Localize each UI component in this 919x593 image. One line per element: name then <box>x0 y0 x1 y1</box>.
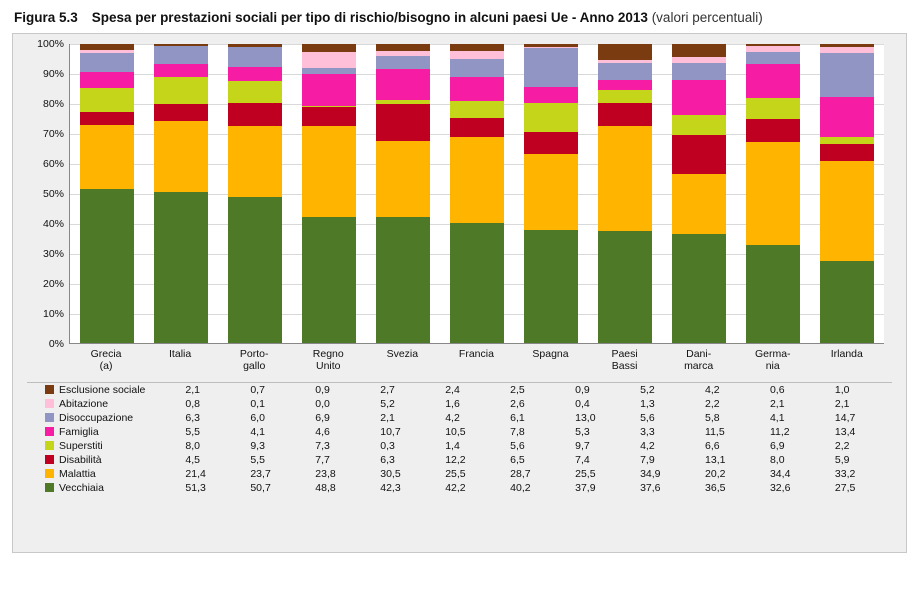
legend-entry <box>27 411 177 425</box>
bar-segment <box>228 67 282 81</box>
bar-segment <box>450 101 504 118</box>
legend-swatch-icon <box>45 385 54 394</box>
legend-swatch-icon <box>45 413 54 422</box>
y-tick-label: 100% <box>37 38 64 50</box>
y-tick-label: 50% <box>42 188 64 200</box>
bar-segment <box>598 126 652 230</box>
bar-segment <box>672 63 726 80</box>
table-cell: 34,9 <box>640 468 661 480</box>
bar-segment <box>672 115 726 135</box>
chart-panel <box>12 33 907 553</box>
bar-segment <box>672 135 726 174</box>
figure-number: Figura 5.3 <box>14 10 78 25</box>
table-cell: 25,5 <box>445 468 466 480</box>
bar-segment <box>672 234 726 343</box>
bar-segment <box>820 261 874 343</box>
table-cell: 30,5 <box>380 468 401 480</box>
table-cell: 10,7 <box>380 426 401 438</box>
table-cell: 20,2 <box>705 468 726 480</box>
bar-segment <box>154 104 208 120</box>
table-cell: 37,6 <box>640 482 661 494</box>
table-cell: 34,4 <box>769 468 791 480</box>
bar-segment <box>376 56 430 69</box>
bar-segment <box>450 59 504 77</box>
bar-segment <box>154 46 208 64</box>
legend-entry <box>27 439 177 453</box>
table-cell: 4,1 <box>769 412 785 424</box>
table-cell: 2,7 <box>372 383 437 398</box>
table-cell: 0,7 <box>242 383 307 398</box>
bar-segment <box>450 137 504 223</box>
table-cell: 5,5 <box>185 426 200 438</box>
table-cell: 0,9 <box>567 383 632 398</box>
y-axis-labels <box>27 38 69 350</box>
bar-segment <box>376 44 430 51</box>
table-cell: 6,3 <box>185 412 200 424</box>
x-tick-label: Paesi Bassi <box>611 348 638 372</box>
legend-label: Disabilità <box>59 454 102 466</box>
table-row <box>27 481 892 495</box>
bar-segment <box>228 103 282 126</box>
y-tick-label: 20% <box>42 278 64 290</box>
legend-swatch-icon <box>45 427 54 436</box>
table-cell: 48,8 <box>315 482 336 494</box>
bar-segment <box>228 126 282 197</box>
table-cell: 2,2 <box>834 440 850 452</box>
bar-segment <box>80 112 134 125</box>
table-row <box>27 439 892 453</box>
table-cell: 6,1 <box>510 412 525 424</box>
table-cell: 37,9 <box>575 482 596 494</box>
table-cell: 28,7 <box>510 468 531 480</box>
table-cell: 32,6 <box>769 482 791 494</box>
bar-segment <box>302 74 356 106</box>
table-cell: 0,6 <box>762 383 827 398</box>
bar-segment <box>820 144 874 162</box>
table-cell: 33,2 <box>834 468 856 480</box>
table-cell: 9,7 <box>575 440 590 452</box>
bar-segment <box>450 51 504 59</box>
table-cell: 23,8 <box>315 468 336 480</box>
table-cell: 1,0 <box>827 383 892 398</box>
table-cell: 6,9 <box>769 440 785 452</box>
bar-segment <box>376 141 430 217</box>
bar-segment <box>746 245 800 343</box>
table-cell: 4,1 <box>250 426 265 438</box>
table-cell: 23,7 <box>250 468 271 480</box>
table-cell: 0,9 <box>307 383 372 398</box>
bar-segment <box>746 52 800 64</box>
table-cell: 0,4 <box>575 398 590 410</box>
bar-segment <box>524 230 578 343</box>
table-cell: 5,8 <box>705 412 720 424</box>
table-cell: 9,3 <box>250 440 265 452</box>
table-cell: 51,3 <box>185 482 206 494</box>
x-tick-label: Dani- marca <box>684 348 714 372</box>
table-cell: 2,6 <box>510 398 525 410</box>
table-cell: 11,5 <box>705 426 725 438</box>
table-cell: 13,0 <box>575 412 596 424</box>
x-axis-labels <box>69 344 884 372</box>
table-cell: 4,5 <box>185 454 200 466</box>
bar-segment <box>228 197 282 343</box>
table-cell: 3,3 <box>640 426 655 438</box>
table-cell: 7,9 <box>640 454 655 466</box>
table-cell: 6,3 <box>380 454 395 466</box>
bar-segment <box>154 121 208 192</box>
table-cell: 36,5 <box>705 482 726 494</box>
table-cell: 42,2 <box>445 482 466 494</box>
x-tick-label: Spagna <box>532 348 569 360</box>
legend-label: Famiglia <box>59 426 99 438</box>
legend-swatch-icon <box>45 469 54 478</box>
table-cell: 4,6 <box>315 426 330 438</box>
legend-label: Abitazione <box>59 398 109 410</box>
bar-segment <box>598 80 652 90</box>
bar-column <box>302 44 356 343</box>
table-cell: 2,4 <box>437 383 502 398</box>
bar-segment <box>376 69 430 100</box>
table-cell: 0,1 <box>250 398 265 410</box>
table-cell: 7,3 <box>315 440 330 452</box>
bar-column <box>672 44 726 343</box>
table-cell: 1,3 <box>640 398 655 410</box>
table-cell: 8,0 <box>769 454 785 466</box>
table-cell: 0,0 <box>315 398 330 410</box>
bar-segment <box>524 154 578 230</box>
y-tick-label: 70% <box>42 128 64 140</box>
legend-label: Superstiti <box>59 440 103 452</box>
table-cell: 21,4 <box>185 468 206 480</box>
x-tick-label: Porto- gallo <box>239 348 269 372</box>
bar-segment <box>376 217 430 343</box>
figure-header <box>0 0 919 33</box>
table-cell: 5,3 <box>575 426 590 438</box>
table-cell: 40,2 <box>510 482 531 494</box>
y-tick-label: 60% <box>42 158 64 170</box>
table-cell: 1,6 <box>445 398 460 410</box>
bar-segment <box>598 90 652 103</box>
bar-segment <box>228 47 282 68</box>
table-cell: 0,3 <box>380 440 395 452</box>
table-cell: 6,5 <box>510 454 525 466</box>
table-cell: 8,0 <box>185 440 200 452</box>
bar-column <box>746 44 800 343</box>
bar-segment <box>80 72 134 88</box>
bar-segment <box>820 97 874 137</box>
bar-column <box>820 44 874 343</box>
x-tick-label: Irlanda <box>830 348 863 360</box>
table-cell: 2,1 <box>380 412 395 424</box>
plot-area <box>69 44 884 344</box>
table-cell: 25,5 <box>575 468 596 480</box>
bar-series <box>70 44 884 343</box>
bar-segment <box>746 98 800 119</box>
bar-column <box>450 44 504 343</box>
data-table <box>27 382 892 495</box>
table-cell: 5,6 <box>640 412 655 424</box>
table-cell: 50,7 <box>250 482 271 494</box>
bar-segment <box>302 44 356 52</box>
legend-entry <box>27 453 177 467</box>
bar-column <box>598 44 652 343</box>
bar-segment <box>598 103 652 127</box>
table-cell: 4,2 <box>445 412 460 424</box>
table-cell: 10,5 <box>445 426 466 438</box>
y-tick-label: 30% <box>42 248 64 260</box>
x-tick-label: Regno Unito <box>312 348 344 372</box>
table-cell: 13,4 <box>834 426 856 438</box>
bar-segment <box>524 103 578 132</box>
y-tick-label: 0% <box>48 338 64 350</box>
table-cell: 27,5 <box>834 482 856 494</box>
x-tick-label: Germa- nia <box>754 348 791 372</box>
bar-column <box>80 44 134 343</box>
legend-entry <box>27 425 177 439</box>
bar-segment <box>672 80 726 114</box>
y-tick-label: 40% <box>42 218 64 230</box>
bar-segment <box>524 87 578 103</box>
bar-segment <box>302 217 356 343</box>
x-tick-label: Svezia <box>386 348 419 360</box>
table-row <box>27 383 892 398</box>
bar-segment <box>598 63 652 80</box>
table-row <box>27 411 892 425</box>
bar-segment <box>376 104 430 140</box>
table-cell: 42,3 <box>380 482 401 494</box>
bar-segment <box>820 161 874 260</box>
table-cell: 5,6 <box>510 440 525 452</box>
x-tick-label: Francia <box>458 348 494 360</box>
y-tick-label: 10% <box>42 308 64 320</box>
bar-segment <box>80 88 134 112</box>
table-cell: 7,8 <box>510 426 525 438</box>
x-tick-label: Grecia (a) <box>90 348 122 372</box>
bar-segment <box>524 132 578 154</box>
bar-segment <box>820 53 874 97</box>
bar-segment <box>524 48 578 87</box>
bar-segment <box>598 44 652 60</box>
bar-segment <box>746 142 800 245</box>
table-cell: 13,1 <box>705 454 726 466</box>
table-cell: 0,8 <box>185 398 200 410</box>
table-cell: 7,7 <box>315 454 330 466</box>
bar-segment <box>302 107 356 126</box>
legend-label: Esclusione sociale <box>59 384 146 396</box>
table-cell: 7,4 <box>575 454 590 466</box>
legend-swatch-icon <box>45 483 54 492</box>
table-cell: 5,2 <box>632 383 697 398</box>
table-cell: 6,9 <box>315 412 330 424</box>
legend-swatch-icon <box>45 399 54 408</box>
bar-segment <box>154 192 208 343</box>
table-row <box>27 425 892 439</box>
bar-segment <box>302 52 356 68</box>
table-cell: 5,2 <box>380 398 395 410</box>
figure-title: Spesa per prestazioni sociali per tipo di rischio/bisogno in alcuni paesi Ue - Anno 2013 <box>91 10 648 25</box>
bar-segment <box>746 64 800 98</box>
table-row <box>27 397 892 411</box>
bar-segment <box>820 137 874 144</box>
bar-segment <box>228 81 282 103</box>
table-cell: 2,1 <box>177 383 242 398</box>
y-tick-label: 90% <box>42 68 64 80</box>
table-cell: 2,1 <box>769 398 785 410</box>
bar-segment <box>154 77 208 105</box>
y-tick-label: 80% <box>42 98 64 110</box>
legend-entry <box>27 383 177 398</box>
table-cell: 11,2 <box>769 426 790 438</box>
data-table-wrap <box>27 382 892 495</box>
legend-swatch-icon <box>45 441 54 450</box>
legend-label: Vecchiaia <box>59 482 104 494</box>
legend-label: Malattia <box>59 468 96 480</box>
bar-segment <box>154 64 208 76</box>
table-cell: 1,4 <box>445 440 460 452</box>
legend-entry <box>27 397 177 411</box>
legend-entry <box>27 481 177 495</box>
bar-segment <box>450 223 504 343</box>
figure-title-line <box>92 10 763 25</box>
legend-entry <box>27 467 177 481</box>
bar-segment <box>746 119 800 143</box>
bar-segment <box>80 53 134 72</box>
bar-segment <box>80 125 134 189</box>
bar-segment <box>672 44 726 57</box>
table-cell: 4,2 <box>697 383 762 398</box>
bar-segment <box>598 231 652 343</box>
bar-segment <box>450 44 504 51</box>
table-cell: 2,1 <box>834 398 850 410</box>
bar-column <box>228 44 282 343</box>
bar-segment <box>450 77 504 100</box>
table-cell: 12,2 <box>445 454 466 466</box>
legend-swatch-icon <box>45 455 54 464</box>
bar-segment <box>302 126 356 217</box>
table-cell: 6,0 <box>250 412 265 424</box>
figure-subtitle: (valori percentuali) <box>651 10 763 25</box>
table-cell: 6,6 <box>705 440 720 452</box>
table-cell: 5,9 <box>834 454 850 466</box>
table-cell: 4,2 <box>640 440 655 452</box>
table-cell: 14,7 <box>834 412 856 424</box>
bar-column <box>524 44 578 343</box>
table-cell: 5,5 <box>250 454 265 466</box>
bar-segment <box>672 174 726 234</box>
bar-segment <box>80 189 134 343</box>
bar-column <box>376 44 430 343</box>
legend-label: Disoccupazione <box>59 412 134 424</box>
x-tick-label: Italia <box>169 348 192 360</box>
table-row <box>27 467 892 481</box>
bar-column <box>154 44 208 343</box>
table-cell: 2,2 <box>705 398 720 410</box>
table-row <box>27 453 892 467</box>
table-cell: 2,5 <box>502 383 567 398</box>
bar-segment <box>450 118 504 137</box>
